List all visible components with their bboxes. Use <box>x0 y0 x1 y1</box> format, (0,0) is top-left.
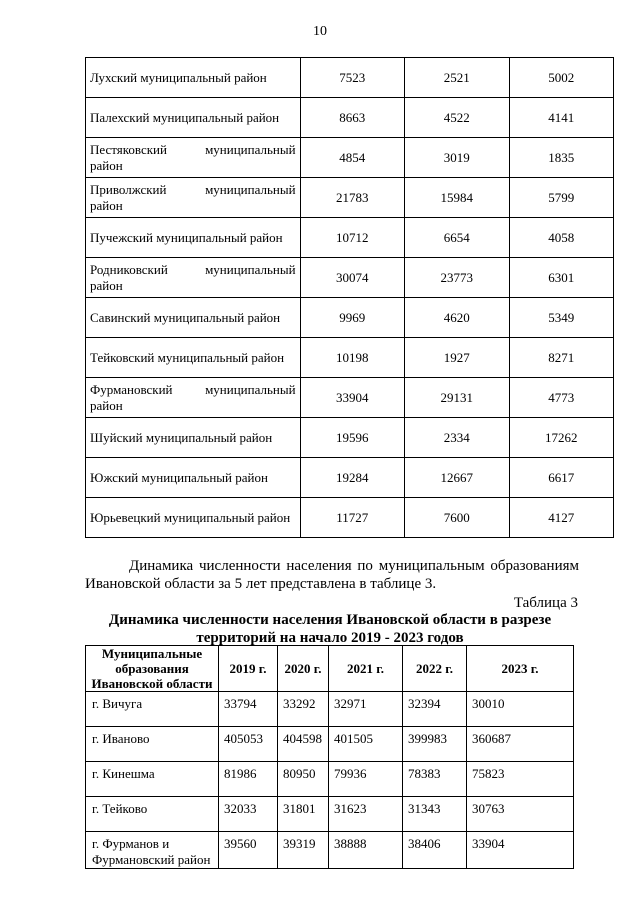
population-table-continued <box>85 57 614 538</box>
value-cell: 30010 <box>467 692 574 727</box>
value-cell: 4620 <box>405 298 509 338</box>
table-row <box>86 727 574 762</box>
value-cell: 38888 <box>329 832 403 869</box>
value-cell: 10712 <box>300 218 404 258</box>
column-header: 2019 г. <box>219 646 278 692</box>
table-row <box>86 58 614 98</box>
value-cell: 29131 <box>405 378 509 418</box>
column-header: 2022 г. <box>403 646 467 692</box>
value-cell: 15984 <box>405 178 509 218</box>
table-row <box>86 138 614 178</box>
value-cell: 78383 <box>403 762 467 797</box>
value-cell: 6301 <box>509 258 614 298</box>
value-cell: 32033 <box>219 797 278 832</box>
territory-name: г. Фурманов и Фурмановский район <box>86 832 219 869</box>
table-row <box>86 98 614 138</box>
table-row <box>86 338 614 378</box>
value-cell: 404598 <box>278 727 329 762</box>
value-cell: 4141 <box>509 98 614 138</box>
value-cell: 9969 <box>300 298 404 338</box>
value-cell: 4773 <box>509 378 614 418</box>
district-name: Южский муниципальный район <box>86 458 301 498</box>
district-name: Лухский муниципальный район <box>86 58 301 98</box>
value-cell: 2521 <box>405 58 509 98</box>
column-header: 2021 г. <box>329 646 403 692</box>
value-cell: 19284 <box>300 458 404 498</box>
value-cell: 30763 <box>467 797 574 832</box>
value-cell: 33794 <box>219 692 278 727</box>
value-cell: 33904 <box>300 378 404 418</box>
value-cell: 31801 <box>278 797 329 832</box>
value-cell: 80950 <box>278 762 329 797</box>
territory-name: г. Иваново <box>86 727 219 762</box>
table-row <box>86 298 614 338</box>
value-cell: 11727 <box>300 498 404 538</box>
population-dynamics-table <box>85 645 574 869</box>
value-cell: 12667 <box>405 458 509 498</box>
value-cell: 3019 <box>405 138 509 178</box>
value-cell: 17262 <box>509 418 614 458</box>
district-name: Савинский муниципальный район <box>86 298 301 338</box>
value-cell: 6617 <box>509 458 614 498</box>
table-row <box>86 762 574 797</box>
district-name: Юрьевецкий муниципальный район <box>86 498 301 538</box>
table-row <box>86 418 614 458</box>
column-header: 2020 г. <box>278 646 329 692</box>
table-row <box>86 498 614 538</box>
district-name: Пучежский муниципальный район <box>86 218 301 258</box>
value-cell: 81986 <box>219 762 278 797</box>
value-cell: 4854 <box>300 138 404 178</box>
body-paragraph: Динамика численности населения по муниципальным образованиям Ивановской области за 5 лет представлена в таблице 3. <box>85 558 579 592</box>
value-cell: 8663 <box>300 98 404 138</box>
table-row <box>86 458 614 498</box>
value-cell: 7600 <box>405 498 509 538</box>
district-name: Приволжский муниципальный район <box>86 178 301 218</box>
value-cell: 1927 <box>405 338 509 378</box>
table-row <box>86 832 574 869</box>
value-cell: 399983 <box>403 727 467 762</box>
value-cell: 31623 <box>329 797 403 832</box>
page-number: 10 <box>313 24 327 39</box>
table-label: Таблица 3 <box>513 595 578 611</box>
value-cell: 33292 <box>278 692 329 727</box>
district-name: Пестяковский муниципальный район <box>86 138 301 178</box>
value-cell: 4522 <box>405 98 509 138</box>
value-cell: 19596 <box>300 418 404 458</box>
table-row <box>86 258 614 298</box>
table-row <box>86 178 614 218</box>
territory-name: г. Вичуга <box>86 692 219 727</box>
value-cell: 405053 <box>219 727 278 762</box>
value-cell: 7523 <box>300 58 404 98</box>
district-name: Шуйский муниципальный район <box>86 418 301 458</box>
table-title: Динамика численности населения Ивановской области в разрезе территорий на начало 2019 - 2023 годов <box>108 612 552 646</box>
value-cell: 32394 <box>403 692 467 727</box>
district-name: Тейковский муниципальный район <box>86 338 301 378</box>
value-cell: 5799 <box>509 178 614 218</box>
value-cell: 2334 <box>405 418 509 458</box>
table-header-row <box>86 646 574 692</box>
value-cell: 1835 <box>509 138 614 178</box>
value-cell: 4127 <box>509 498 614 538</box>
value-cell: 79936 <box>329 762 403 797</box>
value-cell: 38406 <box>403 832 467 869</box>
column-header: 2023 г. <box>467 646 574 692</box>
district-name: Палехский муниципальный район <box>86 98 301 138</box>
value-cell: 5349 <box>509 298 614 338</box>
value-cell: 5002 <box>509 58 614 98</box>
value-cell: 39560 <box>219 832 278 869</box>
table-row <box>86 797 574 832</box>
district-name: Фурмановский муниципальный район <box>86 378 301 418</box>
table-row <box>86 692 574 727</box>
value-cell: 6654 <box>405 218 509 258</box>
value-cell: 360687 <box>467 727 574 762</box>
value-cell: 31343 <box>403 797 467 832</box>
value-cell: 75823 <box>467 762 574 797</box>
district-name: Родниковский муниципальный район <box>86 258 301 298</box>
territory-name: г. Тейково <box>86 797 219 832</box>
column-header: Муниципальные образования Ивановской области <box>86 646 219 692</box>
value-cell: 33904 <box>467 832 574 869</box>
table-row <box>86 378 614 418</box>
value-cell: 23773 <box>405 258 509 298</box>
territory-name: г. Кинешма <box>86 762 219 797</box>
value-cell: 10198 <box>300 338 404 378</box>
value-cell: 30074 <box>300 258 404 298</box>
value-cell: 21783 <box>300 178 404 218</box>
value-cell: 39319 <box>278 832 329 869</box>
value-cell: 401505 <box>329 727 403 762</box>
table-row <box>86 218 614 258</box>
value-cell: 32971 <box>329 692 403 727</box>
value-cell: 4058 <box>509 218 614 258</box>
value-cell: 8271 <box>509 338 614 378</box>
